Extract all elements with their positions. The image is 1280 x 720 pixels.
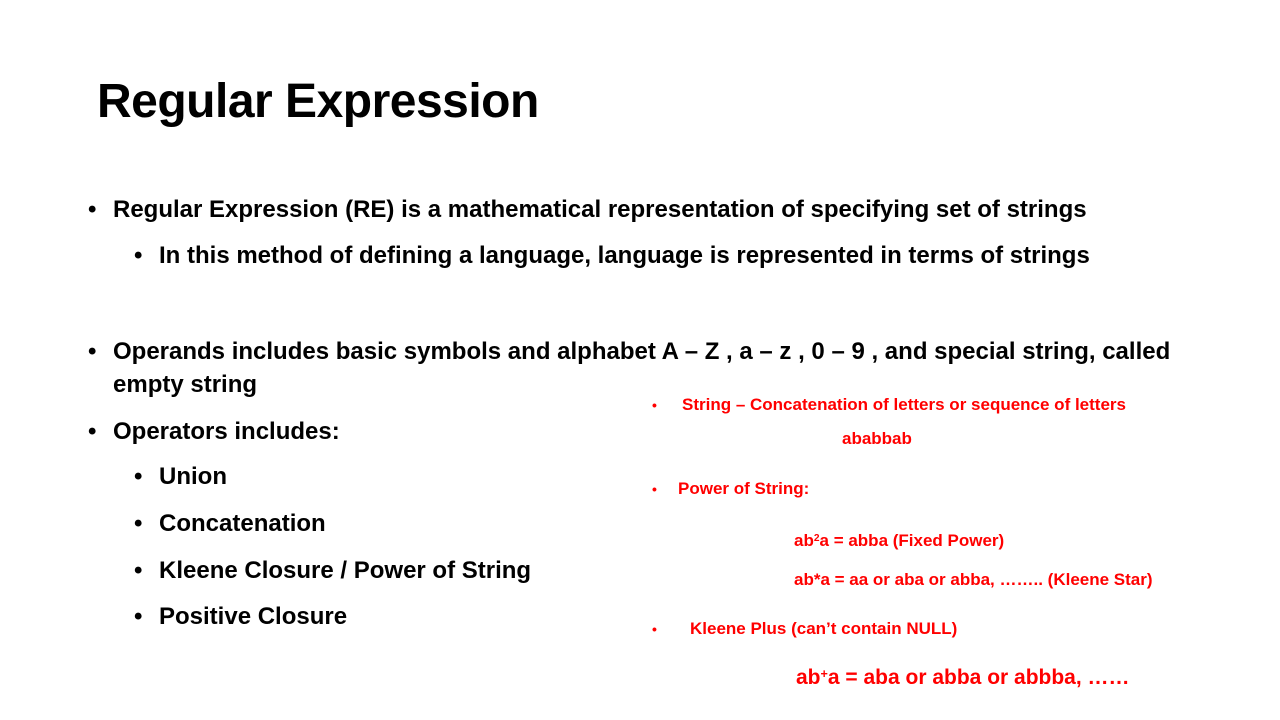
bullet-text: Concatenation [159, 510, 326, 537]
kleene-plus-exponent: + [820, 667, 828, 682]
bullet-dot: • [134, 510, 143, 537]
note-fixed-power [794, 530, 1004, 552]
bullet-text: Union [159, 463, 227, 490]
kleene-plus-rest: a = aba or abba or abbba, …… [827, 666, 1130, 689]
bullet-dot: • [652, 481, 657, 497]
bullet-dot: • [134, 463, 143, 490]
bullet-dot: • [134, 603, 143, 630]
bullet-text-line1: Operands includes basic symbols and alphabet A – Z , a – z , 0 – 9 , and special string, called [113, 338, 1171, 365]
fixed-power-base: ab [794, 531, 814, 550]
bullet-dot: • [88, 196, 97, 223]
bullet-dot: • [652, 621, 657, 637]
slide-title: Regular Expression [97, 75, 539, 128]
note-string-example: ababbab [842, 429, 912, 448]
bullet-text: In this method of defining a language, language is represented in terms of strings [159, 242, 1090, 269]
bullet-text: Kleene Closure / Power of String [159, 557, 532, 584]
bullet-text-line2: empty string [113, 371, 258, 398]
fixed-power-exponent: 2 [813, 533, 820, 545]
bullet-dot: • [134, 242, 143, 269]
note-kleene-plus-example [796, 664, 1130, 692]
bullet-text: Regular Expression (RE) is a mathematical representation of specifying set of strings [113, 196, 1087, 223]
bullet-dot: • [88, 418, 97, 445]
note-kleene-star: ab*a = aa or aba or abba, …….. (Kleene Star) [794, 570, 1153, 589]
note-string-text: String – Concatenation of letters or sequence of letters [682, 395, 1126, 414]
bullet-dot: • [88, 338, 97, 365]
note-power-text: Power of String: [678, 479, 810, 498]
note-kleene-plus-text: Kleene Plus (can’t contain NULL) [690, 619, 958, 638]
bullet-dot: • [652, 397, 657, 413]
kleene-plus-base: ab [796, 666, 821, 689]
fixed-power-rest: a = abba (Fixed Power) [819, 531, 1005, 550]
bullet-dot: • [134, 557, 143, 584]
bullet-text: Positive Closure [159, 603, 348, 630]
bullet-text: Operators includes: [113, 418, 340, 445]
